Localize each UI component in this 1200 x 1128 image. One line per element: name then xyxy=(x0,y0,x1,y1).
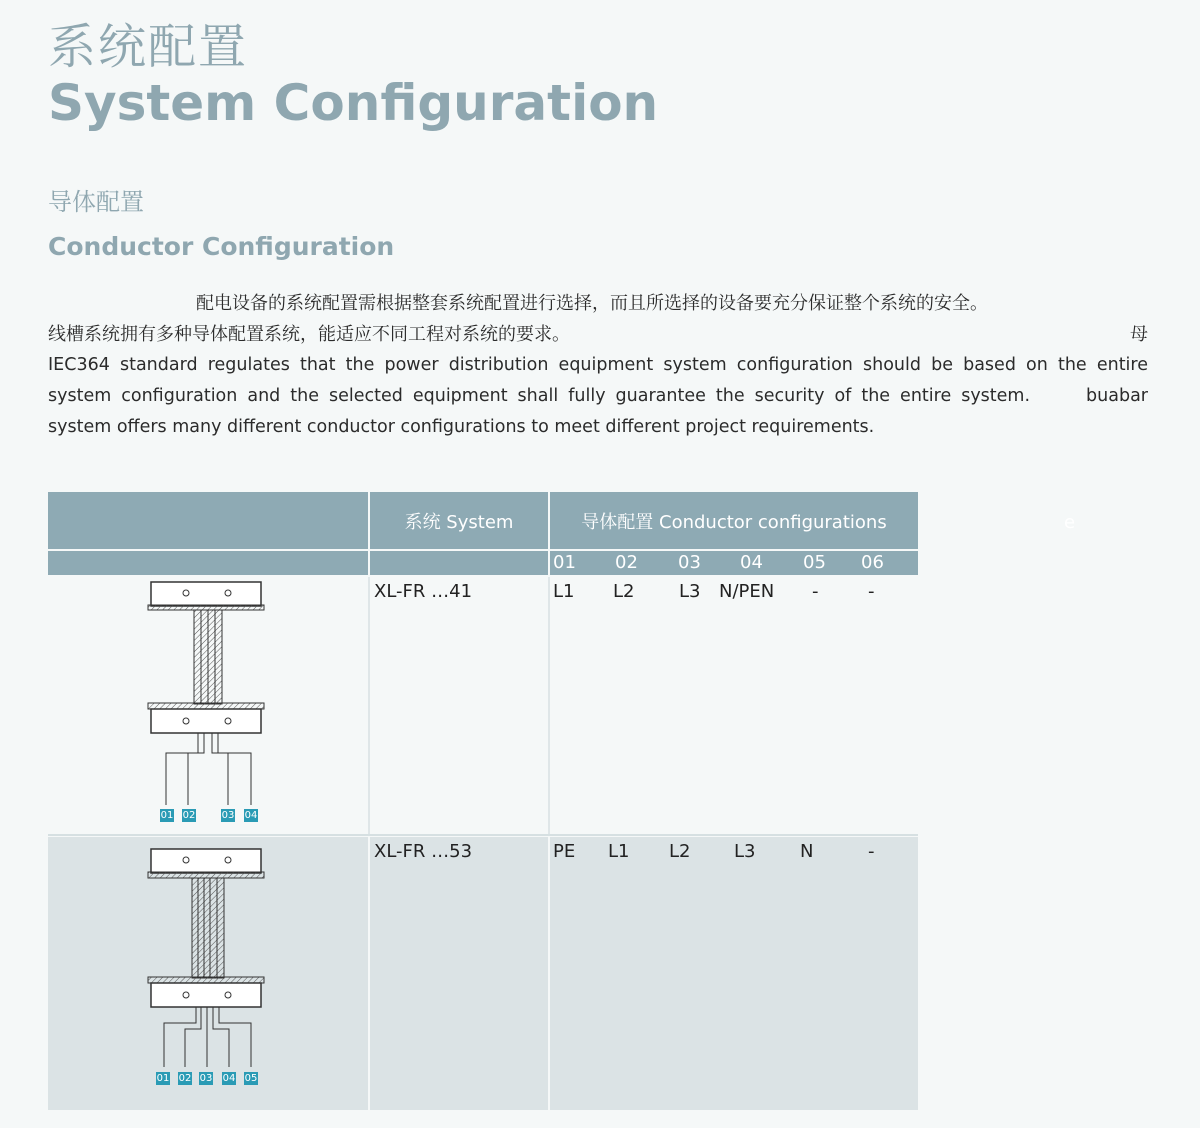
system-name: XL-FR …53 xyxy=(374,841,473,862)
intro-en xyxy=(48,350,1148,443)
intro-paragraph xyxy=(48,288,1148,443)
config-value: L3 xyxy=(679,581,701,602)
page-title-en: System Configuration xyxy=(48,74,659,132)
col-number: 05 xyxy=(803,552,826,573)
system-name: XL-FR …41 xyxy=(374,581,473,602)
config-value: N xyxy=(800,841,814,862)
subheader-blank2 xyxy=(370,551,550,575)
table-row xyxy=(48,837,918,1110)
config-value: L1 xyxy=(608,841,630,862)
ghost-text: e xyxy=(1064,512,1076,533)
diagram-cell xyxy=(48,577,370,834)
terminal-label: 02 xyxy=(182,810,196,821)
table-row xyxy=(48,577,918,836)
col-number: 02 xyxy=(615,552,638,573)
intro-cn-tail: 母 xyxy=(1130,324,1148,345)
col-number: 01 xyxy=(553,552,576,573)
busbar-5-conductor-diagram xyxy=(48,837,368,1107)
subheader-blank1 xyxy=(48,551,370,575)
conductor-table xyxy=(48,492,918,1110)
col-number: 03 xyxy=(678,552,701,573)
system-cell xyxy=(370,837,550,1110)
diagram-cell xyxy=(48,837,370,1110)
terminal-label: 03 xyxy=(221,810,235,821)
terminal-label: 05 xyxy=(244,1073,258,1084)
config-value: - xyxy=(868,581,875,602)
intro-cn-line2: 线槽系统拥有多种导体配置系统，能适应不同工程对系统的要求。 xyxy=(48,324,570,345)
config-value: N/PEN xyxy=(719,581,775,602)
header-system: 系统 System xyxy=(370,492,550,549)
config-value: L1 xyxy=(553,581,575,602)
col-number: 06 xyxy=(861,552,884,573)
header-conductor: 导体配置 Conductor configurations xyxy=(581,511,887,533)
intro-cn-text1: 配电设备的系统配置需根据整套系统配置进行选择，而且所选择的设备要充分保证整个系统的安全。 xyxy=(196,293,988,314)
config-value: L3 xyxy=(734,841,756,862)
table-subheader xyxy=(48,551,918,575)
terminal-label: 01 xyxy=(160,810,174,821)
header-image-cell xyxy=(48,492,370,549)
intro-en-part1: IEC364 standard regulates that the power distribution equipment system configuration should be based on the entire system configuration and the selected equipment shall fully guarantee the security of the entire system. xyxy=(48,355,1148,406)
page-title-cn: 系统配置 xyxy=(48,19,249,75)
terminal-label: 01 xyxy=(156,1073,170,1084)
busbar-4-conductor-diagram xyxy=(48,577,368,832)
system-cell xyxy=(370,577,550,834)
config-value: L2 xyxy=(613,581,635,602)
section-title-en: Conductor Configuration xyxy=(48,232,395,261)
intro-en-part2: buabar system offers many different conductor configurations to meet different project requirements. xyxy=(48,386,1148,437)
config-value: PE xyxy=(553,841,576,862)
terminal-label: 04 xyxy=(244,810,258,821)
terminal-label: 04 xyxy=(222,1073,236,1084)
table-header xyxy=(48,492,918,549)
terminal-label: 03 xyxy=(199,1073,213,1084)
config-value: - xyxy=(868,841,875,862)
config-value: - xyxy=(812,581,819,602)
section-title-cn: 导体配置 xyxy=(48,188,144,216)
config-value: L2 xyxy=(669,841,691,862)
terminal-label: 02 xyxy=(178,1073,192,1084)
col-number: 04 xyxy=(740,552,763,573)
